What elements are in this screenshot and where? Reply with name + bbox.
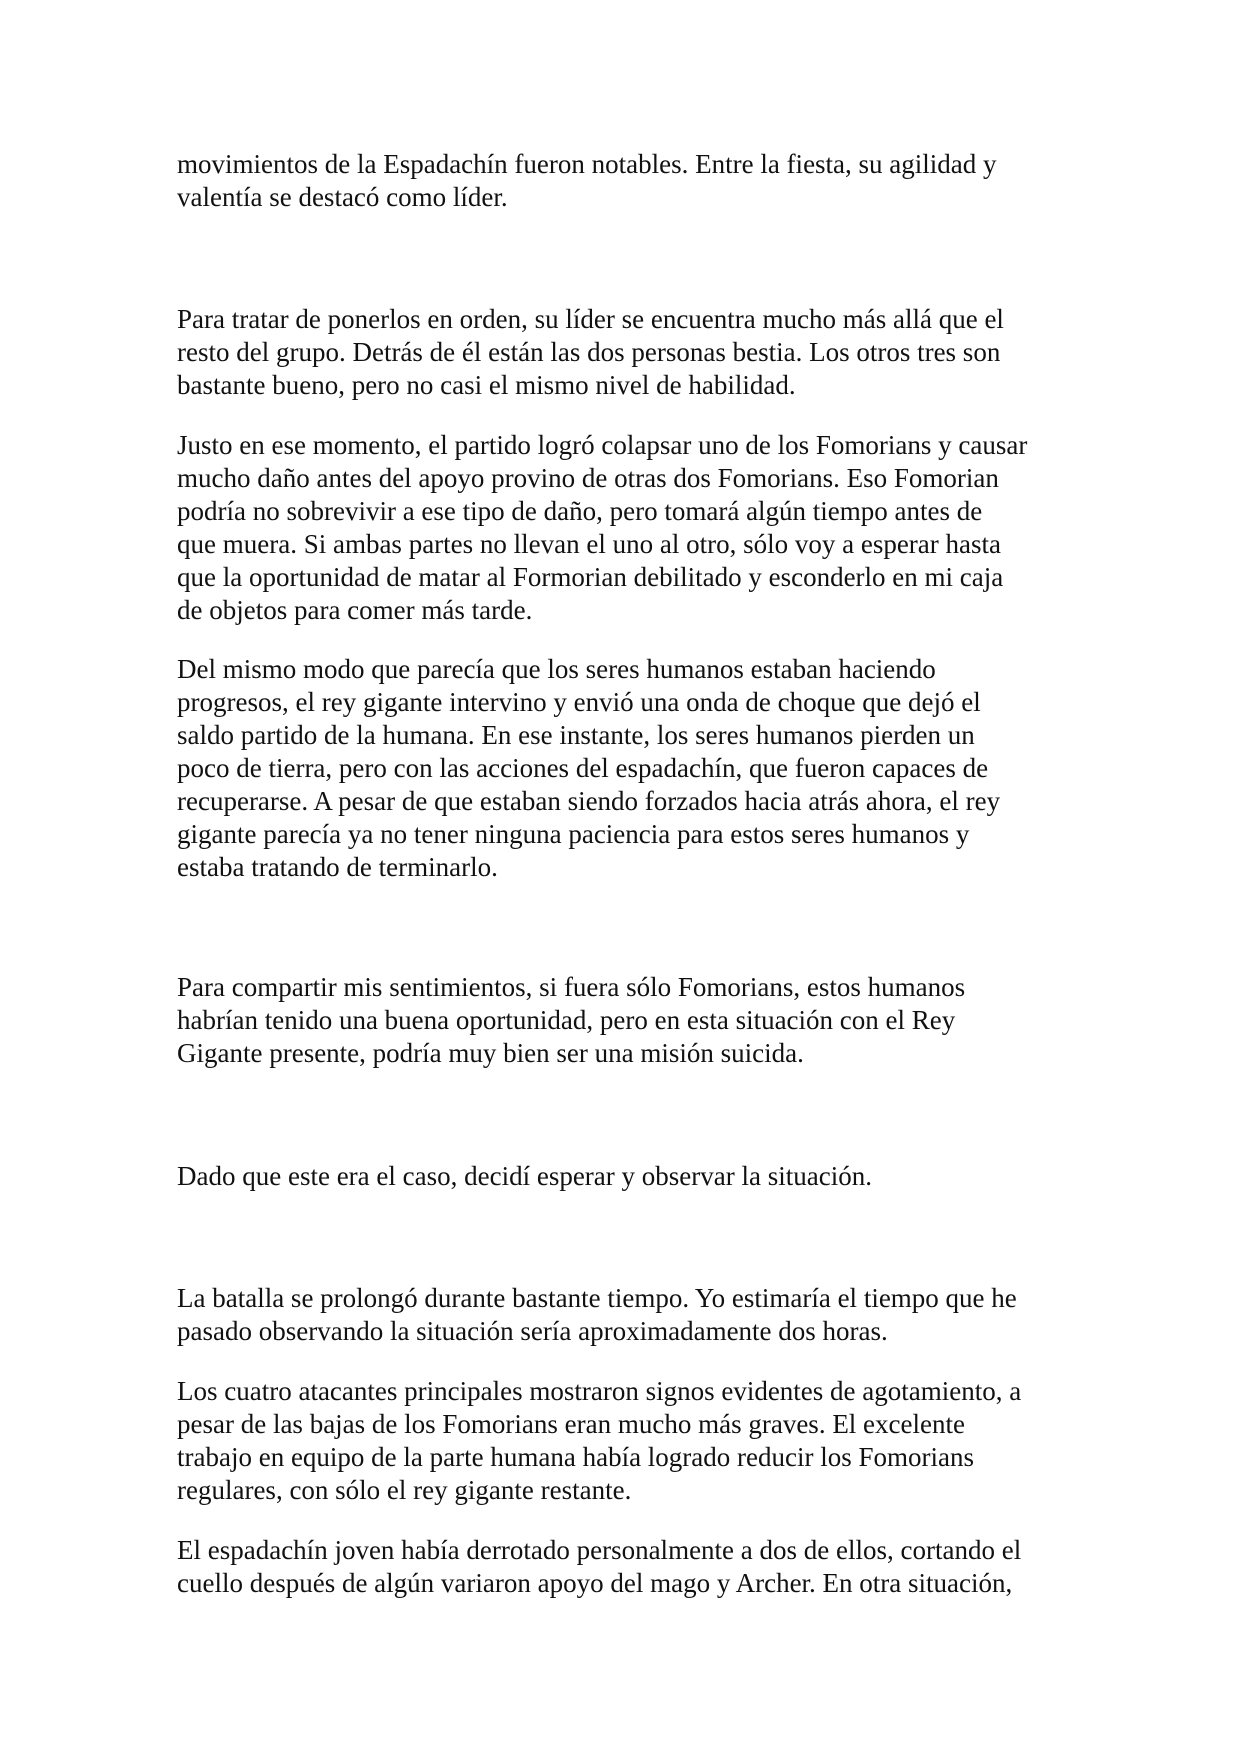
paragraph [177,1160,1077,1193]
text-line: valentía se destacó como líder. [177,182,508,212]
text-line: mucho daño antes del apoyo provino de otras dos Fomorians. Eso Fomorian [177,463,999,493]
text-line: de objetos para comer más tarde. [177,595,533,625]
text-line: estaba tratando de terminarlo. [177,852,498,882]
text-line: bastante bueno, pero no casi el mismo nivel de habilidad. [177,370,796,400]
text-line: Los cuatro atacantes principales mostraron signos evidentes de agotamiento, a [177,1376,1022,1406]
paragraph [177,303,1077,402]
text-line: La batalla se prolongó durante bastante tiempo. Yo estimaría el tiempo que he [177,1283,1017,1313]
text-line: Gigante presente, podría muy bien ser una misión suicida. [177,1038,804,1068]
text-line: progresos, el rey gigante intervino y envió una onda de choque que dejó el [177,687,981,717]
paragraph [177,1282,1077,1348]
text-line: recuperarse. A pesar de que estaban siendo forzados hacia atrás ahora, el rey [177,786,1001,816]
text-line: movimientos de la Espadachín fueron notables. Entre la fiesta, su agilidad y [177,149,997,179]
text-line: poco de tierra, pero con las acciones del espadachín, que fueron capaces de [177,753,989,783]
text-line: Del mismo modo que parecía que los seres humanos estaban haciendo [177,654,936,684]
text-line: resto del grupo. Detrás de él están las dos personas bestia. Los otros tres son [177,337,1001,367]
text-line: Dado que este era el caso, decidí esperar y observar la situación. [177,1161,872,1191]
text-line: Para tratar de ponerlos en orden, su líder se encuentra mucho más allá que el [177,304,1004,334]
text-line: que muera. Si ambas partes no llevan el uno al otro, sólo voy a esperar hasta [177,529,1002,559]
paragraph [177,653,1077,884]
text-line: El espadachín joven había derrotado personalmente a dos de ellos, cortando el [177,1535,1022,1565]
text-line: saldo partido de la humana. En ese instante, los seres humanos pierden un [177,720,975,750]
text-line: Para compartir mis sentimientos, si fuera sólo Fomorians, estos humanos [177,972,966,1002]
text-line: Justo en ese momento, el partido logró colapsar uno de los Fomorians y causar [177,430,1028,460]
text-line: gigante parecía ya no tener ninguna paciencia para estos seres humanos y [177,819,970,849]
paragraph [177,1534,1077,1600]
text-line: pesar de las bajas de los Fomorians eran mucho más graves. El excelente [177,1409,965,1439]
text-line: regulares, con sólo el rey gigante restante. [177,1475,632,1505]
paragraph [177,429,1077,627]
text-line: podría no sobrevivir a ese tipo de daño, pero tomará algún tiempo antes de [177,496,983,526]
text-line: pasado observando la situación sería aproximadamente dos horas. [177,1316,888,1346]
text-line: trabajo en equipo de la parte humana había logrado reducir los Fomorians [177,1442,974,1472]
paragraph [177,1375,1077,1507]
text-line: que la oportunidad de matar al Formorian debilitado y esconderlo en mi caja [177,562,1004,592]
text-line: habrían tenido una buena oportunidad, pero en esta situación con el Rey [177,1005,956,1035]
paragraph [177,148,1077,214]
paragraph [177,971,1077,1070]
text-line: cuello después de algún variaron apoyo del mago y Archer. En otra situación, [177,1568,1013,1598]
